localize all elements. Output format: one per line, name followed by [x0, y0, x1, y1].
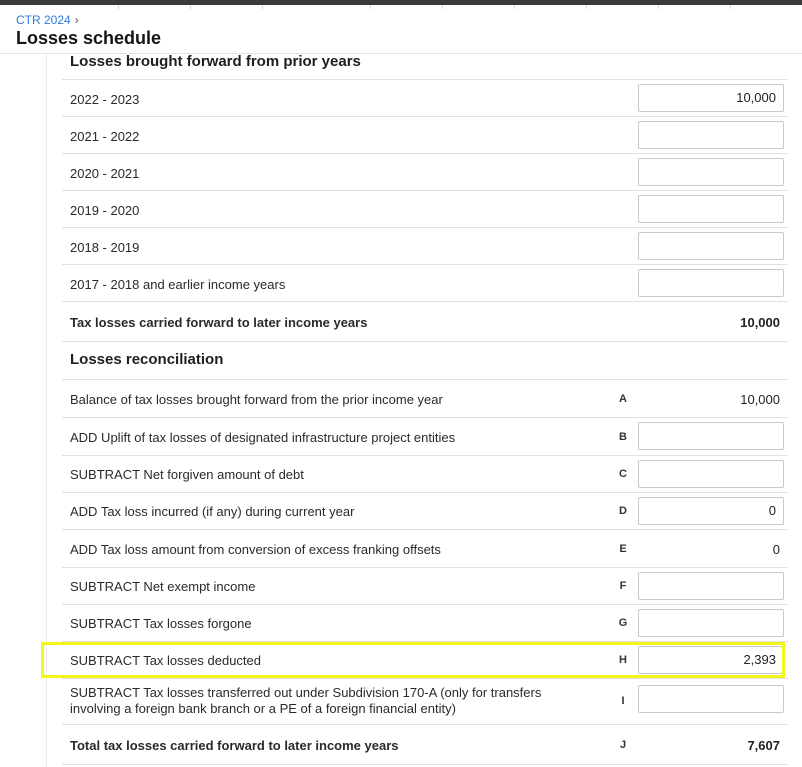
row-code: H	[619, 654, 627, 666]
amount-input[interactable]: 0	[638, 497, 784, 525]
row-label: Balance of tax losses brought forward from the prior income year	[70, 392, 443, 407]
carried-forward-total-row	[62, 302, 788, 342]
year-row	[62, 265, 788, 302]
reconciliation-row	[62, 456, 788, 493]
reconciliation-row	[62, 418, 788, 456]
year-row	[62, 228, 788, 265]
amount-input[interactable]	[638, 422, 784, 450]
row-code: C	[619, 468, 627, 480]
year-label: 2019 - 2020	[70, 203, 140, 218]
top-bar-divider	[370, 5, 371, 9]
reconciliation-row	[62, 530, 788, 568]
amount-input[interactable]	[638, 685, 784, 713]
section-heading-reconciliation	[62, 342, 788, 380]
row-code: F	[619, 580, 627, 592]
amount-input[interactable]	[638, 609, 784, 637]
year-row	[62, 117, 788, 154]
row-code: G	[618, 617, 628, 629]
loss-amount-input[interactable]	[638, 269, 784, 297]
year-label: 2021 - 2022	[70, 129, 140, 144]
tax-losses-deducted-input[interactable]: 2,393	[638, 646, 784, 674]
top-bar-divider	[586, 5, 587, 9]
chevron-right-icon: ›	[74, 13, 79, 27]
row-code: D	[619, 505, 627, 517]
top-bar-divider	[442, 5, 443, 9]
section-title: Losses brought forward from prior years	[70, 53, 361, 70]
year-row	[62, 154, 788, 191]
year-row	[62, 191, 788, 228]
page-title: Losses schedule	[16, 28, 162, 48]
row-label: SUBTRACT Tax losses forgone	[70, 616, 252, 631]
breadcrumb-link[interactable]: CTR 2024	[16, 13, 71, 27]
loss-amount-input[interactable]: 10,000	[638, 84, 784, 112]
row-code: E	[619, 543, 627, 555]
row-label: ADD Tax loss incurred (if any) during current year	[70, 504, 355, 519]
total-value: 7,607	[747, 738, 780, 753]
row-label: SUBTRACT Net exempt income	[70, 579, 256, 594]
row-code: I	[621, 695, 625, 707]
loss-amount-input[interactable]	[638, 232, 784, 260]
row-label: ADD Uplift of tax losses of designated infrastructure project entities	[70, 430, 456, 445]
total-label: Total tax losses carried forward to later income years	[70, 738, 399, 753]
total-label: Tax losses carried forward to later income years	[70, 315, 368, 330]
amount-input[interactable]	[638, 460, 784, 488]
reconciliation-row	[62, 568, 788, 605]
row-code: B	[619, 431, 627, 443]
row-label	[70, 685, 541, 717]
row-label-line1: SUBTRACT Tax losses transferred out under Subdivision 170-A (only for transfers	[70, 685, 542, 700]
highlight-box	[41, 642, 785, 678]
reconciliation-row	[62, 679, 788, 725]
loss-amount-input[interactable]	[638, 121, 784, 149]
row-value: 10,000	[740, 392, 780, 407]
top-bar-divider	[262, 5, 263, 9]
top-bar-divider	[658, 5, 659, 9]
row-value: 0	[772, 542, 780, 557]
year-label: 2017 - 2018 and earlier income years	[70, 277, 286, 292]
row-label: SUBTRACT Tax losses deducted	[70, 653, 261, 668]
top-bar-divider	[190, 5, 191, 9]
top-bar-divider	[514, 5, 515, 9]
row-code: A	[619, 393, 627, 405]
top-bar-divider	[118, 5, 119, 9]
row-code: J	[619, 739, 627, 751]
reconciliation-row	[62, 605, 788, 642]
total-value: 10,000	[740, 315, 780, 330]
section-heading-brought-forward	[62, 51, 788, 80]
reconciliation-row	[62, 380, 788, 418]
year-label: 2018 - 2019	[70, 240, 140, 255]
loss-amount-input[interactable]	[638, 158, 784, 186]
top-bar	[0, 0, 802, 5]
section-title: Losses reconciliation	[70, 351, 224, 368]
row-label: ADD Tax loss amount from conversion of excess franking offsets	[70, 542, 441, 557]
top-bar-divider	[730, 5, 731, 9]
row-label-line2: involving a foreign bank branch or a PE of a foreign financial entity)	[70, 701, 456, 716]
row-label: SUBTRACT Net forgiven amount of debt	[70, 467, 304, 482]
year-label: 2020 - 2021	[70, 166, 140, 181]
year-label: 2022 - 2023	[70, 92, 140, 107]
breadcrumb[interactable]	[16, 13, 79, 27]
year-row	[62, 80, 788, 117]
reconciliation-row	[62, 493, 788, 530]
amount-input[interactable]	[638, 572, 784, 600]
reconciliation-total-row	[62, 725, 788, 765]
loss-amount-input[interactable]	[638, 195, 784, 223]
